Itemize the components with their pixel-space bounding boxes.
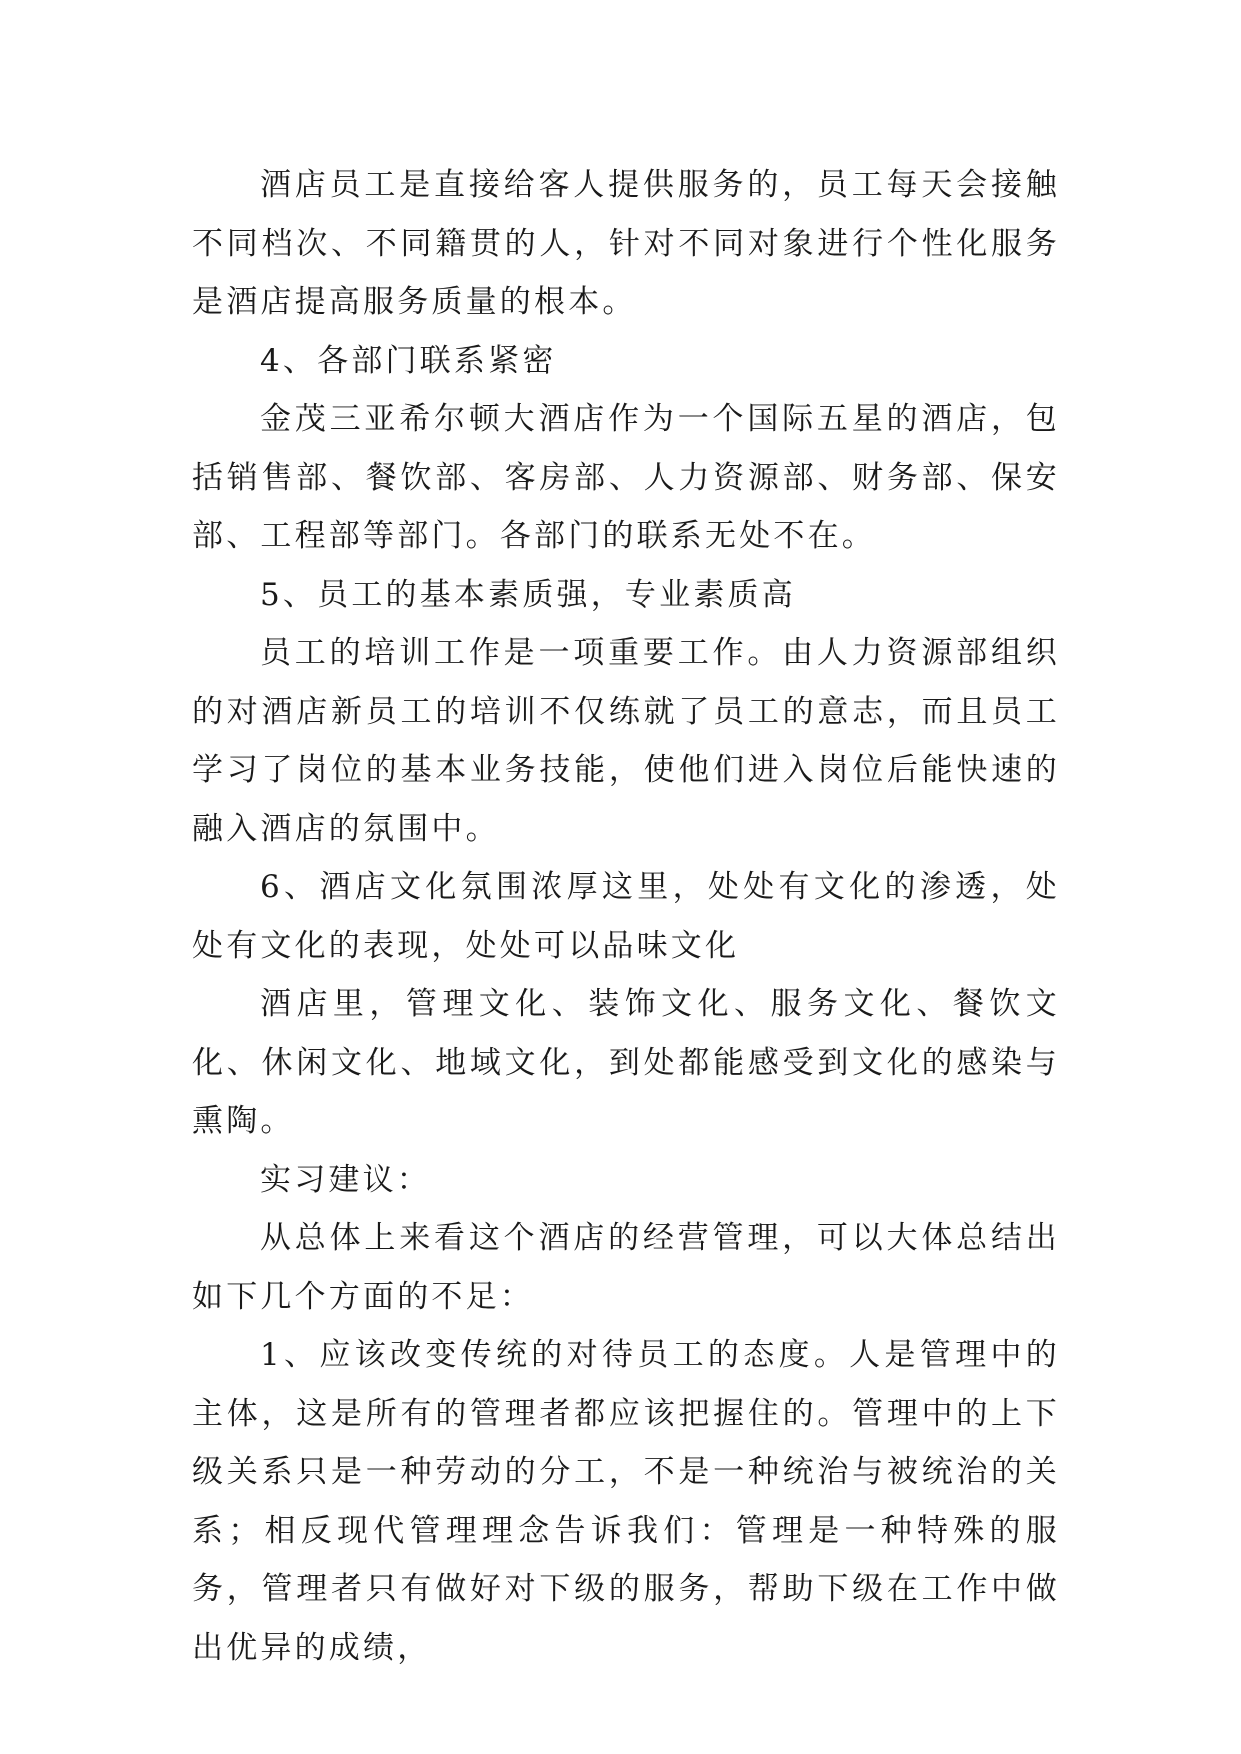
heading-department-links: 4、各部门联系紧密 — [260, 342, 557, 379]
paragraph-departments: 金茂三亚希尔顿大酒店作为一个国际五星的酒店，包括销售部、餐饮部、客房部、人力资源部、财务部、保安部、工程部等部门。各部门的联系无处不在。 — [192, 401, 1060, 554]
document-page — [192, 156, 1060, 1677]
paragraph-staff-service: 酒店员工是直接给客人提供服务的，员工每天会接触不同档次、不同籍贯的人，针对不同对象进行个性化服务是酒店提高服务质量的根本。 — [192, 167, 1060, 320]
heading-hotel-culture: 6、酒店文化氛围浓厚这里，处处有文化的渗透，处处有文化的表现，处处可以品味文化 — [192, 869, 1060, 964]
paragraph-training: 员工的培训工作是一项重要工作。由人力资源部组织的对酒店新员工的培训不仅练就了员工的意志，而且员工学习了岗位的基本业务技能，使他们进入岗位后能快速的融入酒店的氛围中。 — [192, 635, 1060, 847]
heading-staff-quality: 5、员工的基本素质强，专业素质高 — [260, 576, 796, 613]
paragraph-suggestion-1: 1、应该改变传统的对待员工的态度。人是管理中的主体，这是所有的管理者都应该把握住的。管理中的上下级关系只是一种劳动的分工，不是一种统治与被统治的关系；相反现代管理理念告诉我们：管理是一种特殊的服务，管理者只有做好对下级的服务，帮助下级在工作中做出优异的成绩， — [192, 1337, 1060, 1666]
paragraph-culture: 酒店里，管理文化、装饰文化、服务文化、餐饮文化、休闲文化、地域文化，到处都能感受到文化的感染与熏陶。 — [192, 986, 1060, 1139]
paragraph-overall: 从总体上来看这个酒店的经营管理，可以大体总结出如下几个方面的不足： — [192, 1220, 1060, 1315]
heading-internship-suggestions: 实习建议： — [260, 1161, 431, 1198]
